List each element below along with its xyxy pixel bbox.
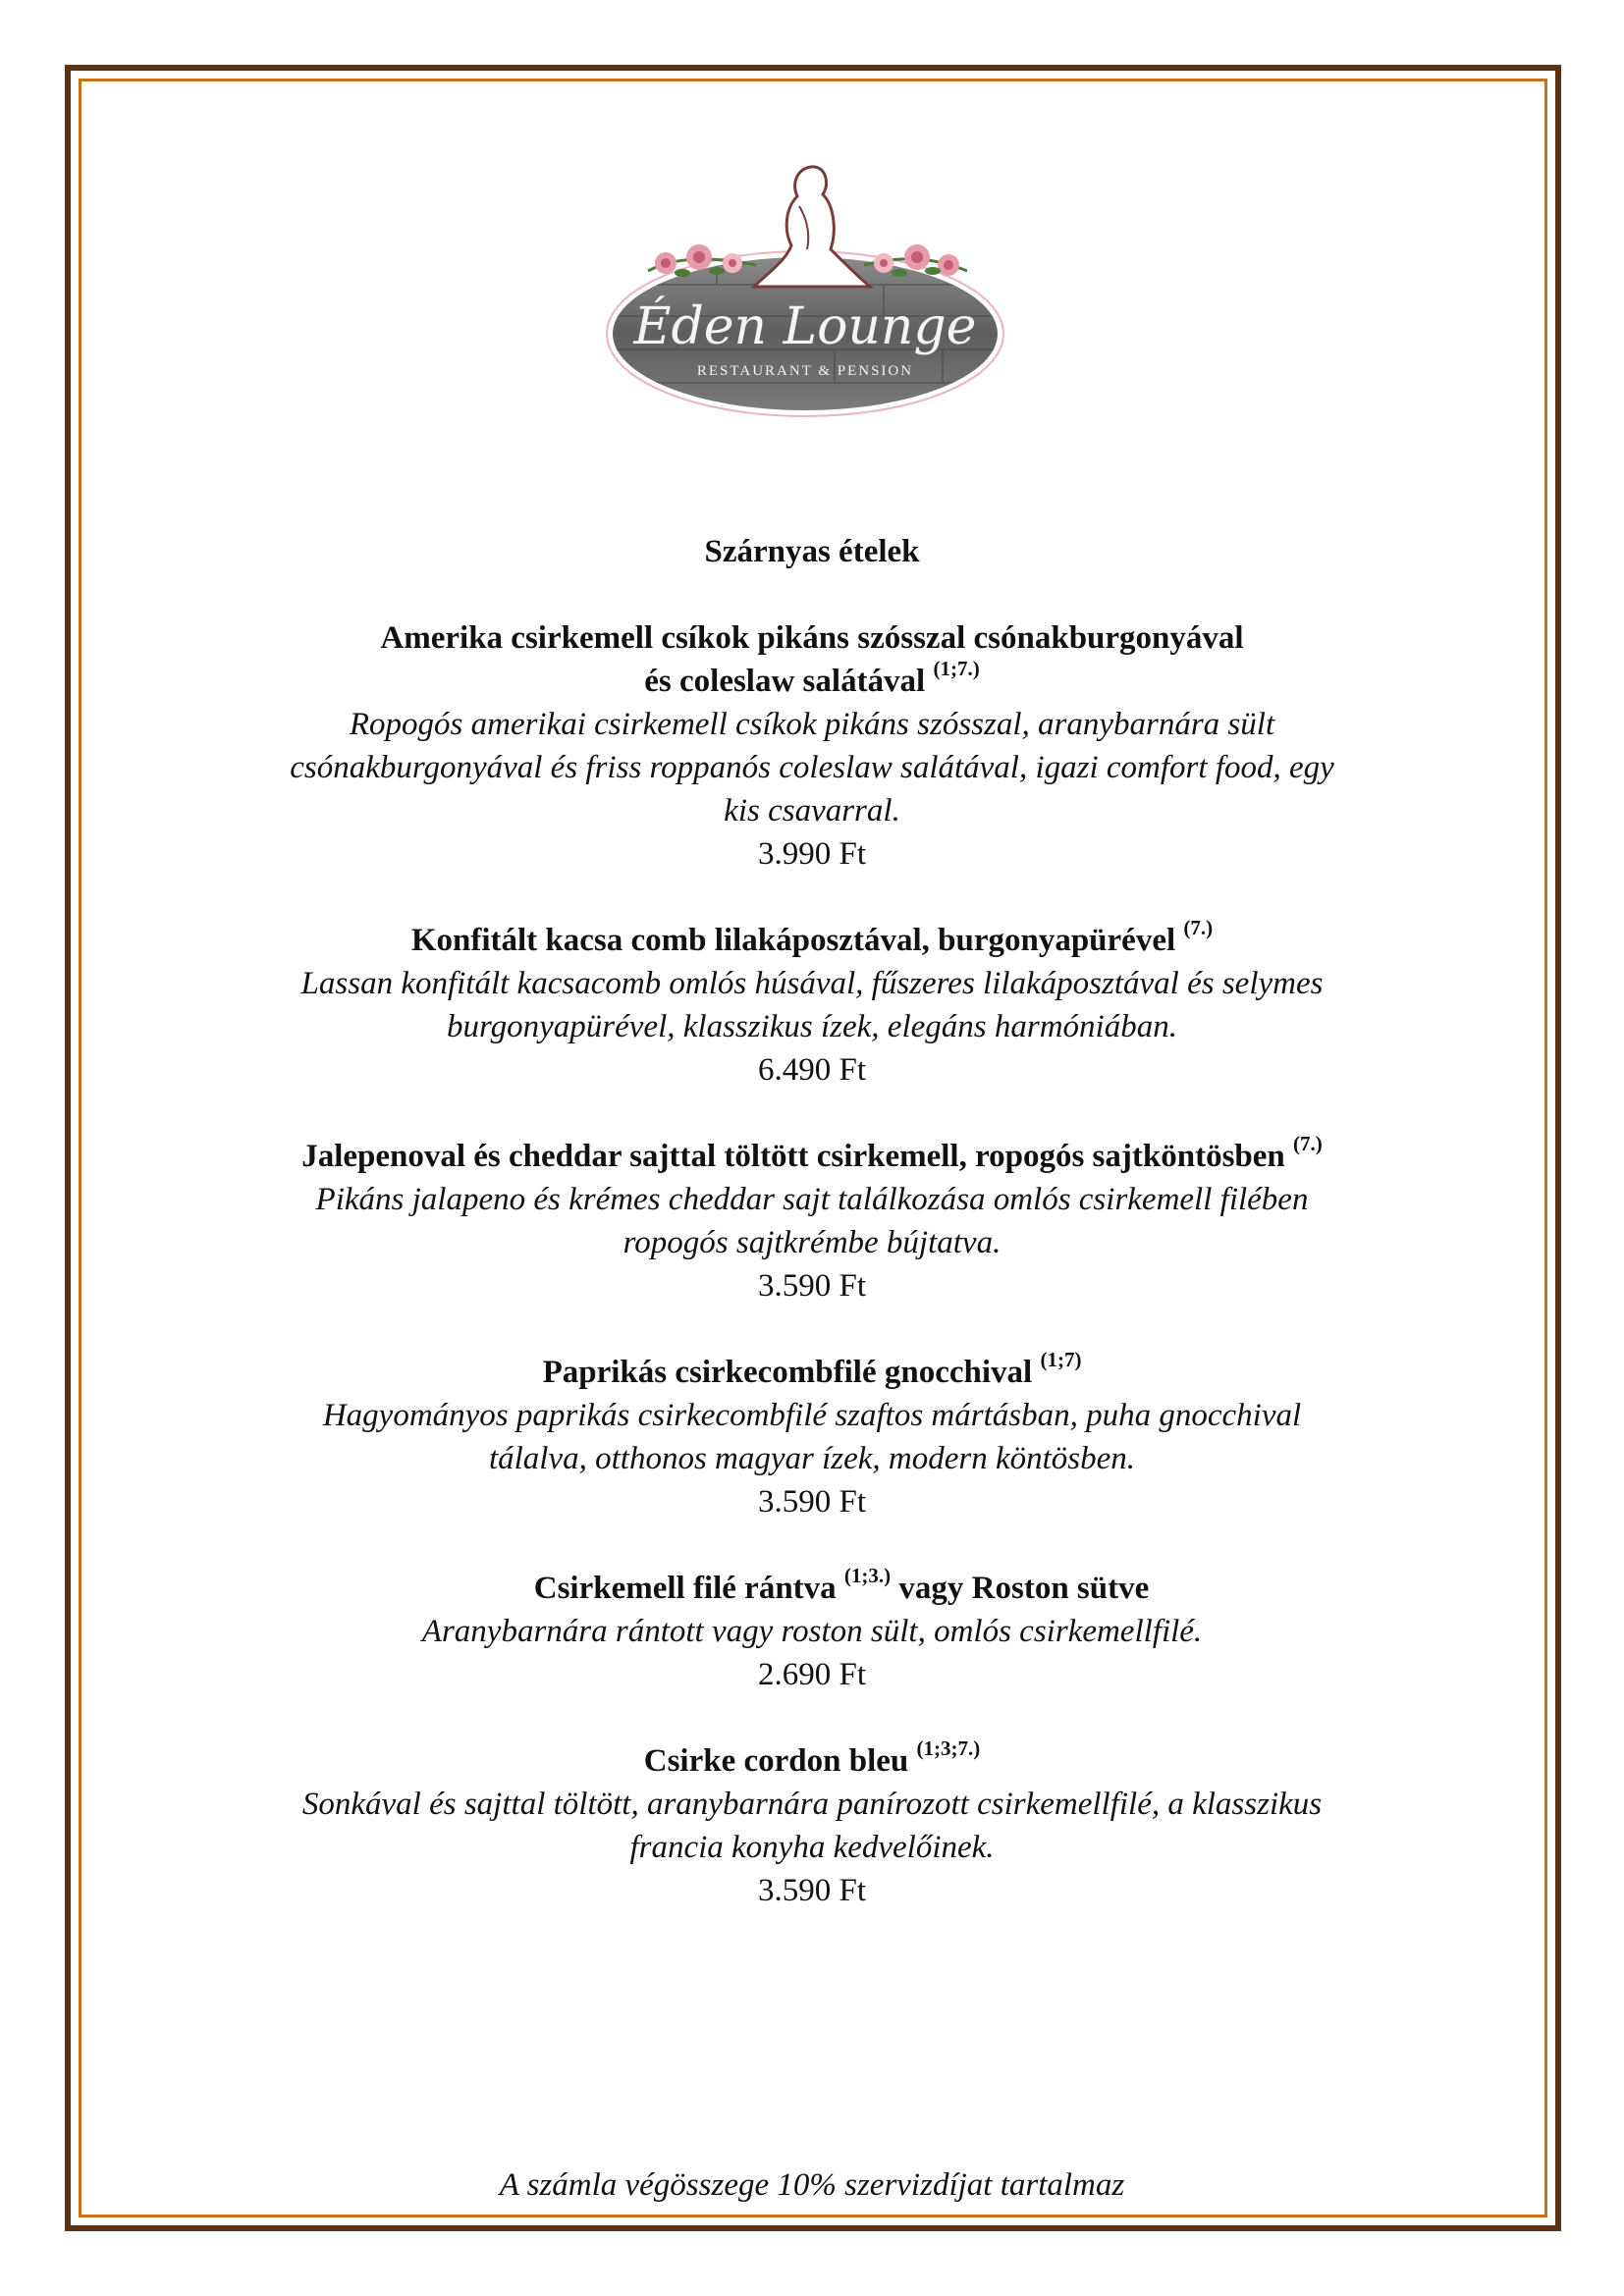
menu-item-description: Ropogós amerikai csirkemell csíkok pikáns szósszal, aranybarnára sült csónakburgonyával és friss roppanós coleslaw salátával, igazi comfort food, egy kis csavarral. <box>290 707 1334 828</box>
menu-item-description: Sonkával és sajttal töltött, aranybarnára panírozott csirkemellfilé, a klasszikus francia konyha kedvelőinek. <box>301 1787 1323 1865</box>
menu-item <box>147 1564 1477 1696</box>
menu-item-price: 2.690 Ft <box>757 1657 867 1692</box>
menu-item-description: Aranybarnára rántott vagy roston sült, omlós csirkemellfilé. <box>421 1614 1203 1649</box>
menu-item-name: Jalepenoval és cheddar sajttal töltött csirkemell, ropogós sajtköntösben $^{(7.)}$ <box>301 1132 1323 1174</box>
menu-item <box>147 1348 1477 1523</box>
menu-item-name: Paprikás csirkecombfilé gnocchival $^{(1;7)}$ <box>542 1348 1082 1390</box>
menu-item-price: 3.590 Ft <box>757 1873 867 1908</box>
menu-item <box>147 1736 1477 1912</box>
allergen-codes: (1;3.) <box>843 1564 892 1587</box>
menu-item-price: 3.590 Ft <box>757 1484 867 1520</box>
menu-item-name: Amerika csirkemell csíkok pikáns szósszal csónakburgonyával és coleslaw salátával $^{(1;7.)}$ <box>380 620 1244 699</box>
menu-item-price: 3.990 Ft <box>757 836 867 872</box>
allergen-codes: (1;7.) <box>933 657 980 680</box>
menu-item-price: 6.490 Ft <box>757 1052 867 1088</box>
restaurant-logo <box>589 147 1021 461</box>
menu-item-name: Konfitált kacsa comb lilakáposztával, burgonyapürével $^{(7.)}$ <box>410 916 1214 958</box>
menu-item <box>147 616 1477 876</box>
menu-item-description: Hagyományos paprikás csirkecombfilé szaftos mártásban, puha gnocchival tálalva, otthonos magyar ízek, modern köntösben. <box>322 1398 1302 1476</box>
menu-item-price: 3.590 Ft <box>757 1268 867 1304</box>
menu-item-name: Csirke cordon bleu $^{(1;3;7.)}$ <box>643 1736 981 1779</box>
allergen-codes: (7.) <box>1183 916 1214 939</box>
allergen-codes: (7.) <box>1293 1132 1323 1155</box>
menu-item-name: Csirkemell filé rántva $^{(1;3.)}$ vagy Roston sütve <box>533 1564 1150 1606</box>
service-charge-note: A számla végösszege 10% szervizdíjat tartalmaz <box>499 2167 1125 2203</box>
allergen-codes: (1;7) <box>1040 1348 1082 1371</box>
logo-name: Éden Lounge <box>633 297 977 356</box>
section-heading: Szárnyas ételek <box>704 534 920 569</box>
menu-item-description: Lassan konfitált kacsacomb omlós húsával, fűszeres lilakáposztával és selymes burgonyapürével, klasszikus ízek, elegáns harmóniában. <box>300 966 1324 1044</box>
allergen-codes: (1;3;7.) <box>916 1736 981 1760</box>
logo-subtitle: RESTAURANT & PENSION <box>696 363 914 379</box>
menu-item <box>147 1132 1477 1308</box>
menu-content <box>147 530 1477 1955</box>
menu-item-description: Pikáns jalapeno és krémes cheddar sajt találkozása omlós csirkemell filében ropogós sajtkrémbe bújtatva. <box>315 1182 1309 1260</box>
menu-item <box>147 916 1477 1092</box>
